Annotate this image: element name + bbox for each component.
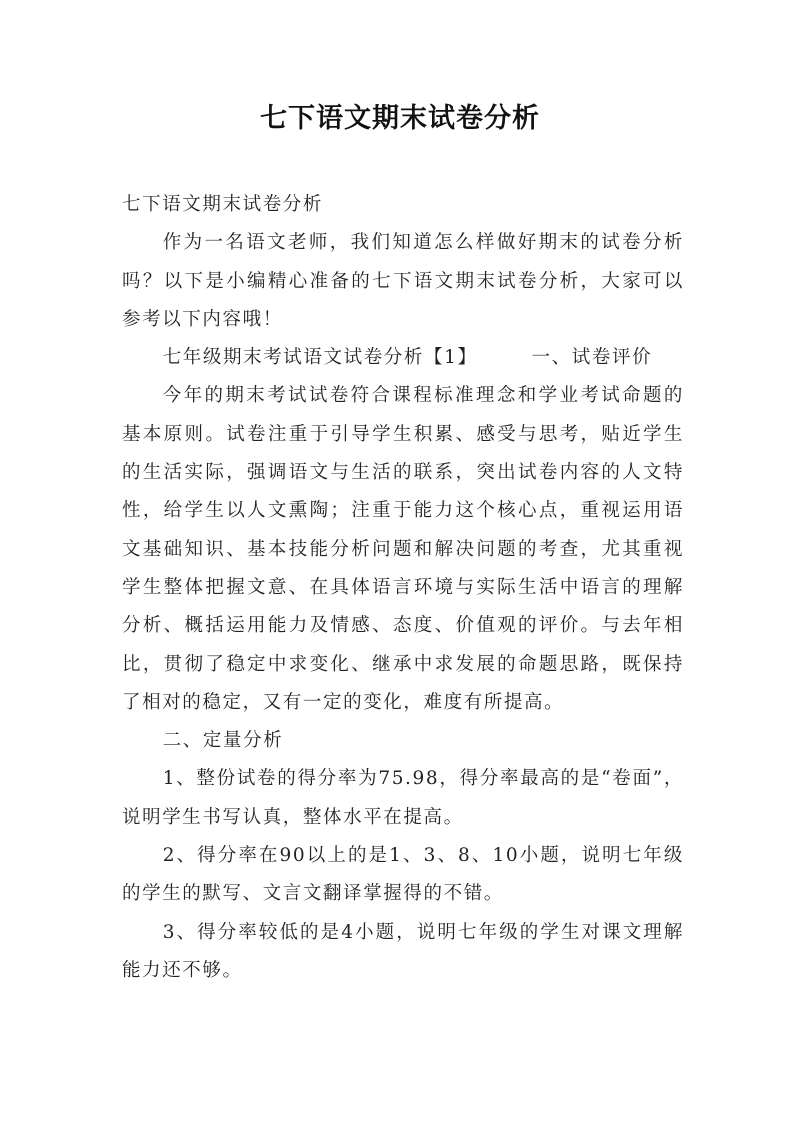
analysis-point-2: 2、得分率在90以上的是1、3、8、10小题，说明七年级的学生的默写、文言文翻译掌握得的不错。 bbox=[122, 845, 684, 905]
analysis-point-3: 3、得分率较低的是4小题，说明七年级的学生对课文理解能力还不够。 bbox=[122, 921, 684, 981]
subtitle: 七下语文期末试卷分析 bbox=[122, 194, 324, 215]
intro-paragraph: 作为一名语文老师，我们知道怎么样做好期末的试卷分析吗？以下是小编精心准备的七下语文期末试卷分析，大家可以参考以下内容哦！ bbox=[122, 232, 684, 330]
document-body bbox=[122, 186, 684, 990]
section1-heading: 一、试卷评价 bbox=[531, 347, 653, 369]
section1-paragraph: 今年的期末考试试卷符合课程标准理念和学业考试命题的基本原则。试卷注重于引导学生积累、感受与思考，贴近学生的生活实际，强调语文与生活的联系，突出试卷内容的人文特性，给学生以人文熏陶；注重于能力这个核心点，重视运用语文基础知识、基本技能分析问题和解决问题的考查，尤其重视学生整体把握文意、在具体语言环境与实际生活中语言的理解分析、概括运用能力及情感、态度、价值观的评价。与去年相比，贯彻了稳定中求变化、继承中求发展的命题思路，既保持了相对的稳定，又有一定的变化，难度有所提高。 bbox=[122, 385, 684, 713]
section2-heading: 二、定量分析 bbox=[162, 730, 284, 752]
page-title: 七下语文期末试卷分析 bbox=[260, 103, 540, 134]
section-heading: 七年级期末考试语文试卷分析【1】 bbox=[162, 347, 478, 369]
analysis-point-1: 1、整份试卷的得分率为75.98，得分率最高的是“卷面”，说明学生书写认真，整体水平在提高。 bbox=[122, 768, 684, 828]
section-heading-line bbox=[122, 339, 684, 377]
